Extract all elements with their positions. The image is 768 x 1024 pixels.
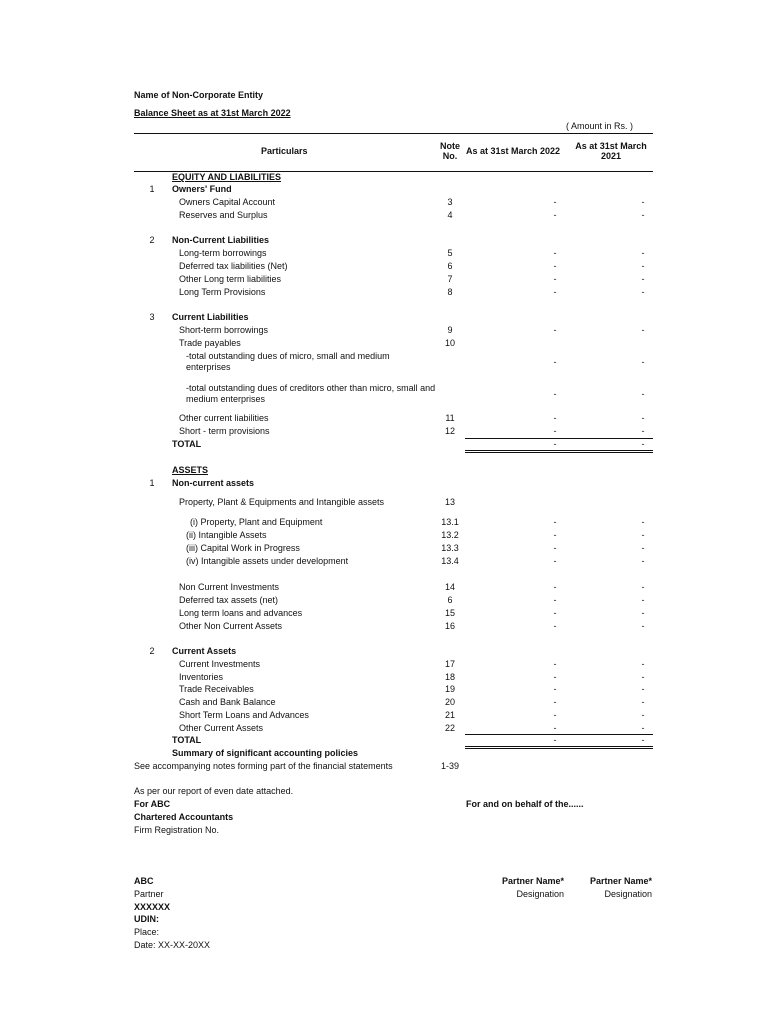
row-previous-value: - [641, 684, 645, 694]
row-label: -total outstanding dues of micro, small and medium enterprises [186, 351, 390, 372]
table-row [0, 324, 768, 337]
row-current-value: - [553, 274, 557, 284]
row-current-value: - [553, 723, 557, 733]
row-previous-value: - [641, 389, 645, 399]
row-note: 15 [444, 608, 455, 618]
entity-name: Name of Non-Corporate Entity [134, 90, 264, 100]
section-number: 2 [149, 646, 155, 656]
row-label: Other Long term liabilities [179, 274, 282, 284]
row-previous-value: - [641, 413, 645, 423]
row-current-value: - [553, 710, 557, 720]
row-label: Other Non Current Assets [179, 621, 283, 631]
row-previous-value: - [641, 325, 645, 335]
summary-policies: Summary of significant accounting policies [172, 748, 359, 758]
row-label: Deferred tax liabilities (Net) [179, 261, 288, 271]
table-row [0, 594, 768, 607]
row-label: Other current liabilities [179, 413, 269, 423]
table-row [0, 696, 768, 709]
firm-registration: Firm Registration No. [134, 825, 220, 835]
row-current-value: - [553, 595, 557, 605]
row-label: (iii) Capital Work in Progress [186, 543, 300, 553]
signatory1-designation: Designation [516, 889, 564, 899]
row-label: (ii) Intangible Assets [186, 530, 267, 540]
on-behalf: For and on behalf of the...... [466, 799, 584, 809]
col-particulars: Particulars [261, 146, 308, 156]
udin: UDIN: [134, 914, 159, 924]
table-row [0, 209, 768, 222]
row-current-value: - [553, 556, 557, 566]
row-note: 17 [444, 659, 455, 669]
row-label: Property, Plant & Equipments and Intangible assets [179, 497, 384, 507]
section-title: Current Liabilities [172, 312, 249, 322]
summary-policies-row [0, 747, 768, 760]
section-title: Non-Current Liabilities [172, 235, 270, 245]
row-note: 21 [444, 710, 455, 720]
signatory1-name: Partner Name* [501, 876, 564, 886]
row-previous-value: - [641, 517, 645, 527]
row-note: 19 [444, 684, 455, 694]
row-current-value: - [553, 261, 557, 271]
notes-row [0, 760, 768, 773]
row-note: 4 [447, 210, 453, 220]
section-title: Owners' Fund [172, 184, 232, 194]
equity-title: EQUITY AND LIABILITIES [172, 172, 282, 182]
table-row [0, 425, 768, 438]
row-previous-value: - [641, 248, 645, 258]
table-row [0, 516, 768, 529]
table-row [0, 581, 768, 594]
row-label: (iv) Intangible assets under development [186, 556, 349, 566]
row-current-value: - [553, 659, 557, 669]
header-top-rule [134, 133, 653, 134]
row-label: Trade Receivables [179, 684, 254, 694]
row-note: 13.2 [441, 530, 459, 540]
row-current-value: - [553, 389, 557, 399]
partner-label: Partner [134, 889, 164, 899]
row-current-value: - [553, 357, 557, 367]
row-label: Deferred tax assets (net) [179, 595, 279, 605]
col-current-year: As at 31st March 2022 [466, 146, 561, 156]
section-number: 1 [149, 478, 155, 488]
section-number: 1 [149, 184, 155, 194]
row-current-value: - [553, 325, 557, 335]
row-current-value: - [553, 413, 557, 423]
section-number: 3 [149, 312, 155, 322]
row-note: 7 [447, 274, 453, 284]
section-number: 2 [149, 235, 155, 245]
row-previous-value: - [641, 543, 645, 553]
row-label: Short-term borrowings [179, 325, 269, 335]
row-note: 12 [444, 426, 455, 436]
row-previous-value: - [641, 274, 645, 284]
row-note: 13 [444, 497, 455, 507]
sheet-title: Balance Sheet as at 31st March 2022 [134, 108, 291, 118]
date: Date: XX-XX-20XX [134, 940, 211, 950]
row-previous-value: - [641, 261, 645, 271]
row-current-value: - [553, 621, 557, 631]
current-assets-heading [0, 645, 768, 658]
table-row [0, 382, 768, 406]
row-previous-value: - [641, 582, 645, 592]
row-note: 18 [444, 672, 455, 682]
row-previous-value: - [641, 659, 645, 669]
row-previous-value: - [641, 530, 645, 540]
row-label: Current Investments [179, 659, 261, 669]
table-row [0, 607, 768, 620]
row-current-value: - [553, 672, 557, 682]
row-label: Short Term Loans and Advances [179, 710, 309, 720]
row-previous-value: - [641, 197, 645, 207]
report-line: As per our report of even date attached. [134, 786, 294, 796]
row-previous-value: - [641, 595, 645, 605]
row-note: 5 [447, 248, 453, 258]
table-row [0, 337, 768, 350]
row-note: 9 [447, 325, 453, 335]
section-title: Non-current assets [172, 478, 255, 488]
col-previous-year: As at 31st March 2021 [575, 141, 647, 161]
table-row [0, 496, 768, 509]
row-previous-value: - [641, 210, 645, 220]
table-row [0, 273, 768, 286]
table-row [0, 412, 768, 425]
membership-no: XXXXXX [134, 902, 171, 912]
signatory2-name: Partner Name* [589, 876, 652, 886]
chartered-accountants: Chartered Accountants [134, 812, 234, 822]
row-current-value: - [553, 582, 557, 592]
row-label: Non Current Investments [179, 582, 280, 592]
table-row [0, 247, 768, 260]
row-label: Long Term Provisions [179, 287, 266, 297]
row-previous-value: - [641, 697, 645, 707]
total-bottom-rule-2 [465, 452, 653, 453]
total-current-value: - [553, 735, 557, 745]
row-current-value: - [553, 697, 557, 707]
row-note: 20 [444, 697, 455, 707]
total-label: TOTAL [172, 439, 202, 449]
table-row [0, 620, 768, 633]
row-label: Owners Capital Account [179, 197, 276, 207]
row-note: 6 [447, 261, 453, 271]
total-label: TOTAL [172, 735, 202, 745]
table-row [0, 709, 768, 722]
row-current-value: - [553, 684, 557, 694]
row-current-value: - [553, 426, 557, 436]
for-abc: For ABC [134, 799, 171, 809]
amount-note: ( Amount in Rs. ) [566, 121, 634, 131]
row-note: 3 [447, 197, 453, 207]
total-bottom-rule-1 [465, 450, 653, 451]
table-row [0, 350, 768, 374]
signatory-firm: ABC [134, 876, 154, 886]
table-row [0, 529, 768, 542]
row-label: Inventories [179, 672, 224, 682]
row-label: Trade payables [179, 338, 241, 348]
row-previous-value: - [641, 556, 645, 566]
assets-section-title [0, 464, 768, 477]
col-note-no: Note No. [440, 141, 460, 161]
place: Place: [134, 927, 160, 937]
row-previous-value: - [641, 608, 645, 618]
row-current-value: - [553, 608, 557, 618]
notes-range: 1-39 [440, 761, 459, 771]
row-previous-value: - [641, 287, 645, 297]
table-row [0, 260, 768, 273]
row-label: Reserves and Surplus [179, 210, 268, 220]
row-previous-value: - [641, 723, 645, 733]
row-note: 10 [444, 338, 455, 348]
row-label: -total outstanding dues of creditors other than micro, small and medium enterprises [186, 383, 436, 404]
row-label: (i) Property, Plant and Equipment [190, 517, 323, 527]
row-note: 13.1 [441, 517, 459, 527]
total-previous-value: - [641, 735, 645, 745]
row-note: 13.3 [441, 543, 459, 553]
row-label: Other Current Assets [179, 723, 264, 733]
table-row [0, 286, 768, 299]
row-note: 13.4 [441, 556, 459, 566]
non-current-liabilities-heading [0, 234, 768, 247]
row-current-value: - [553, 210, 557, 220]
row-previous-value: - [641, 621, 645, 631]
row-label: Short - term provisions [179, 426, 270, 436]
row-current-value: - [553, 197, 557, 207]
non-current-assets-heading [0, 477, 768, 490]
assets-title: ASSETS [172, 465, 209, 475]
row-label: Long term loans and advances [179, 608, 303, 618]
row-current-value: - [553, 248, 557, 258]
row-note: 6 [447, 595, 453, 605]
table-row [0, 555, 768, 568]
row-label: Cash and Bank Balance [179, 697, 276, 707]
notes-label: See accompanying notes forming part of the financial statements [134, 761, 393, 771]
row-current-value: - [553, 530, 557, 540]
row-previous-value: - [641, 672, 645, 682]
row-note: 11 [445, 413, 455, 423]
owners-fund-heading [0, 183, 768, 196]
table-row [0, 196, 768, 209]
row-previous-value: - [641, 357, 645, 367]
row-note: 22 [444, 723, 455, 733]
row-note: 16 [444, 621, 455, 631]
table-row [0, 542, 768, 555]
current-liabilities-heading [0, 311, 768, 324]
row-note: 8 [447, 287, 453, 297]
section-title: Current Assets [172, 646, 237, 656]
row-note: 14 [444, 582, 455, 592]
table-row [0, 683, 768, 696]
row-label: Long-term borrowings [179, 248, 267, 258]
signatory2-designation: Designation [604, 889, 652, 899]
row-current-value: - [553, 543, 557, 553]
table-row [0, 658, 768, 671]
row-current-value: - [553, 287, 557, 297]
total-current-value: - [553, 439, 557, 449]
row-previous-value: - [641, 710, 645, 720]
row-previous-value: - [641, 426, 645, 436]
row-current-value: - [553, 517, 557, 527]
total-previous-value: - [641, 439, 645, 449]
